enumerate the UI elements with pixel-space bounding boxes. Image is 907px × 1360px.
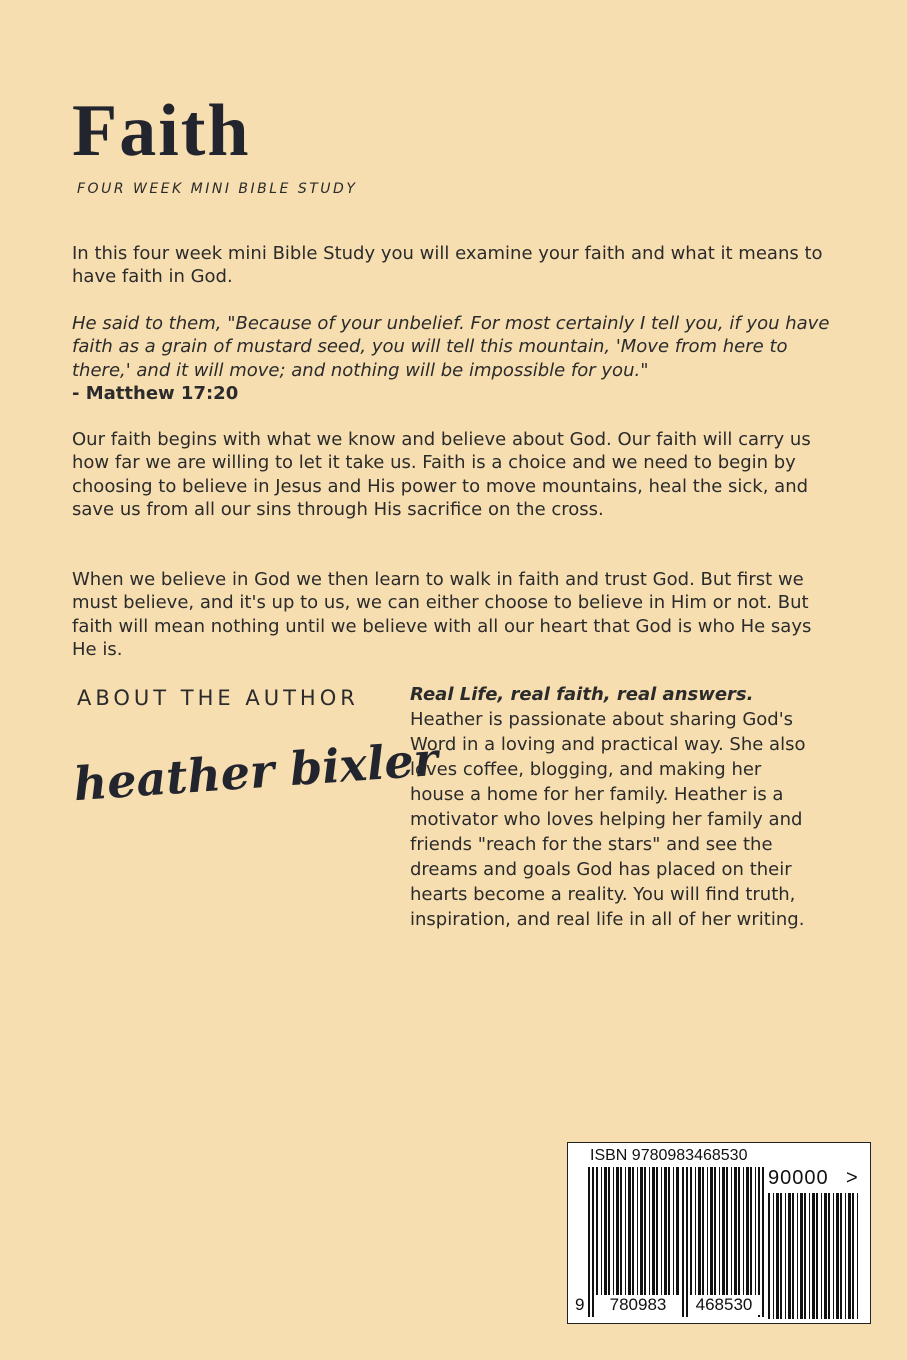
body-paragraph-faith-choice: Our faith begins with what we know and believe about God. Our faith will carry us how far we are willing to let it take us. Faith is a choice and we need to begin by choosing to believe in Jesus and His power to move mountains, heal the sick, and save us from all our sins through His sacrifice on the cross.	[72, 429, 811, 520]
barcode-bar	[776, 1193, 779, 1319]
barcode-guard-bar	[762, 1167, 764, 1317]
barcode-bar	[824, 1193, 827, 1319]
body-paragraph-believe: When we believe in God we then learn to walk in faith and trust God. But first we must believe, and it's up to us, we can either choose to believe in Him or not. But faith will mean nothing until we believe with all our heart that God is who He says He is.	[72, 569, 812, 660]
barcode-bar	[792, 1193, 794, 1319]
barcode-bar	[816, 1193, 818, 1319]
ean-left-digits: 780983	[596, 1295, 680, 1315]
barcode-guard-bar	[588, 1167, 590, 1317]
isbn-barcode	[567, 1142, 871, 1324]
barcode-bar	[640, 1167, 643, 1295]
barcode-guard-bar	[592, 1167, 594, 1317]
barcode-bar	[845, 1193, 846, 1319]
barcode-bar	[628, 1167, 631, 1295]
barcode-bar	[644, 1167, 646, 1295]
barcode-bar	[676, 1167, 679, 1295]
book-title: Faith	[72, 90, 251, 172]
barcode-guard-bar	[682, 1167, 684, 1317]
barcode-bar	[836, 1193, 839, 1319]
barcode-bar	[625, 1167, 626, 1295]
barcode-bar	[637, 1167, 638, 1295]
barcode-bar	[690, 1167, 692, 1295]
barcode-bar	[755, 1167, 756, 1295]
isbn-label: ISBN 9780983468530	[590, 1147, 748, 1164]
barcode-bar	[848, 1193, 851, 1319]
barcode-bar	[664, 1167, 667, 1295]
barcode-bar	[698, 1167, 701, 1295]
price-arrow-icon: >	[846, 1167, 858, 1189]
barcode-bar	[773, 1193, 774, 1319]
barcode-bar	[668, 1167, 670, 1295]
barcode-bar	[731, 1167, 732, 1295]
barcode-bar	[768, 1193, 770, 1319]
signature-text: heather bixler	[71, 731, 440, 812]
barcode-bar	[734, 1167, 737, 1295]
barcode-bar	[714, 1167, 716, 1295]
barcode-bar	[800, 1193, 803, 1319]
barcode-bar	[608, 1167, 610, 1295]
barcode-bar	[785, 1193, 786, 1319]
barcode-bar	[649, 1167, 650, 1295]
price-code: 90000	[768, 1167, 829, 1189]
intro-paragraph: In this four week mini Bible Study you will examine your faith and what it means to have faith in God.	[72, 243, 823, 288]
author-bio	[410, 682, 810, 932]
barcode-bar	[788, 1193, 791, 1319]
barcode-bar	[719, 1167, 720, 1295]
book-subtitle: FOUR WEEK MINI BIBLE STUDY	[77, 181, 358, 197]
barcode-bar	[620, 1167, 622, 1295]
barcode-bar	[632, 1167, 634, 1295]
barcode-bar	[746, 1167, 749, 1295]
barcode-bar	[738, 1167, 740, 1295]
barcode-bar	[812, 1193, 815, 1319]
barcode-bar	[596, 1167, 598, 1295]
author-bio-text: Heather is passionate about sharing God's Word in a loving and practical way. She also loves coffee, blogging, and making her house a home for her family. Heather is a motivator who loves helping her family and friends "reach for the stars" and see the dreams and goals God has placed on their hearts become a reality. You will find truth, inspiration, and real life in all of her writing.	[410, 709, 806, 930]
barcode-bar	[857, 1193, 858, 1319]
barcode-bar	[613, 1167, 614, 1295]
barcode-bar	[707, 1167, 708, 1295]
ean-first-digit: 9	[575, 1295, 585, 1314]
barcode-bar	[743, 1167, 744, 1295]
barcode-bar	[780, 1193, 782, 1319]
author-tagline: Real Life, real faith, real answers.	[410, 684, 754, 705]
barcode-bar	[661, 1167, 662, 1295]
barcode-bar	[616, 1167, 619, 1295]
barcode-bar	[722, 1167, 725, 1295]
barcode-bar	[601, 1167, 602, 1295]
barcode-bar	[604, 1167, 607, 1295]
barcode-bar	[652, 1167, 655, 1295]
barcode-bar	[821, 1193, 822, 1319]
barcode-bar	[726, 1167, 728, 1295]
ean-right-digits: 468530	[688, 1295, 760, 1315]
barcode-bar	[833, 1193, 834, 1319]
author-signature	[71, 722, 440, 822]
quote-reference: - Matthew 17:20	[72, 382, 239, 404]
barcode-bar	[710, 1167, 713, 1295]
quote-text: He said to them, "Because of your unbelief. For most certainly I tell you, if you have faith as a grain of mustard seed, you will tell this mountain, 'Move from here to there,' and it will move; and nothing will be impossible for you."	[72, 313, 830, 381]
barcode-bar	[750, 1167, 752, 1295]
barcode-bar	[804, 1193, 806, 1319]
about-author-heading: ABOUT THE AUTHOR	[77, 686, 359, 710]
barcode-bar	[809, 1193, 810, 1319]
barcode-bar	[673, 1167, 674, 1295]
barcode-bar	[695, 1167, 696, 1295]
barcode-bar	[852, 1193, 854, 1319]
scripture-quote	[72, 312, 832, 405]
barcode-bar	[702, 1167, 704, 1295]
barcode-bar	[656, 1167, 658, 1295]
barcode-bar	[840, 1193, 842, 1319]
barcode-bar	[797, 1193, 798, 1319]
barcode-bar	[828, 1193, 830, 1319]
